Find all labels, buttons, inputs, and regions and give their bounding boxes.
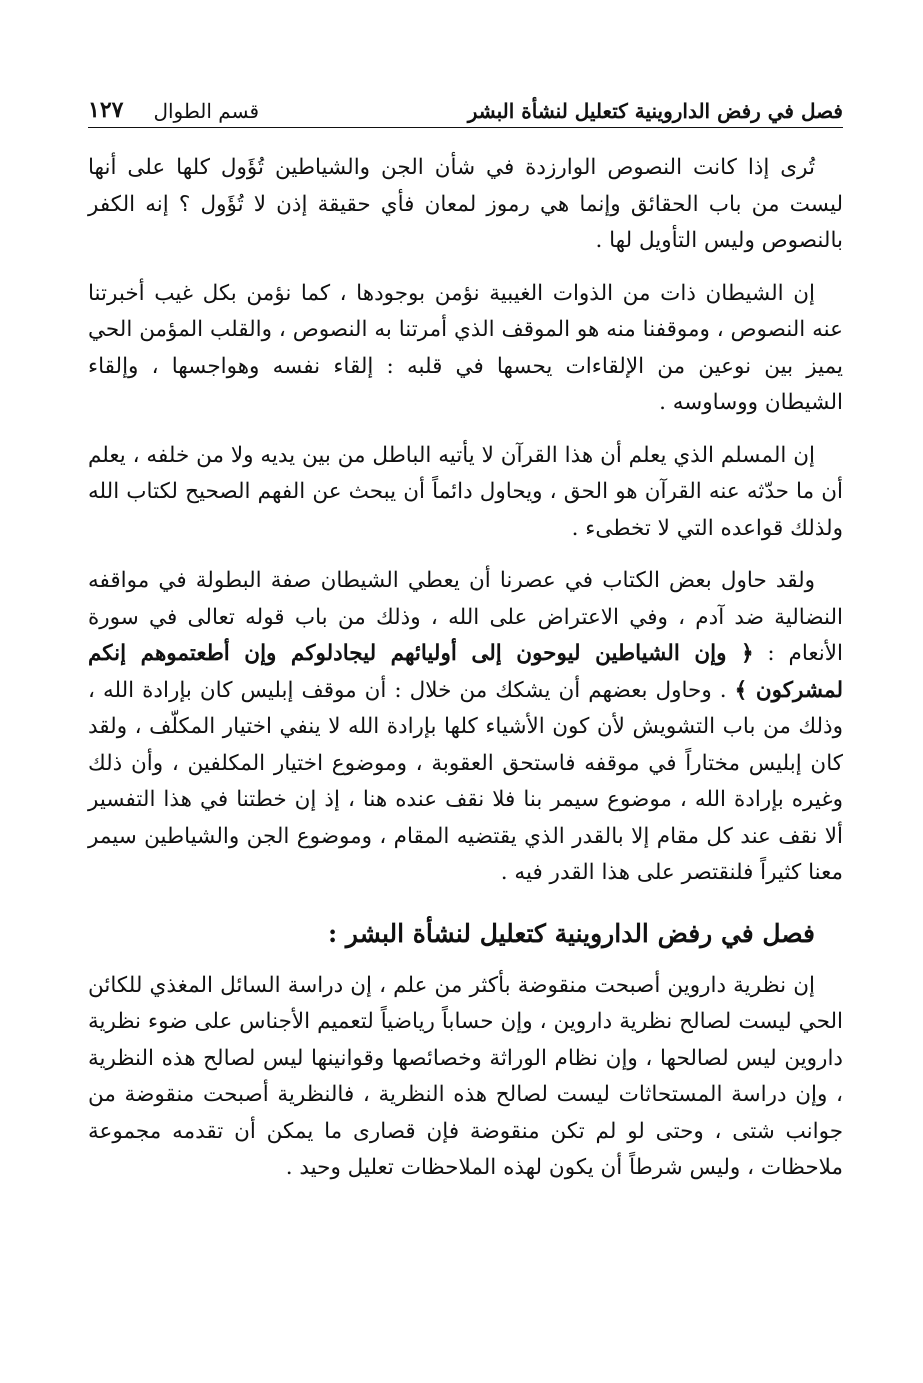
paragraph-3: إن المسلم الذي يعلم أن هذا القرآن لا يأتيه الباطل من بين يديه ولا من خلفه ، يعلم أن ما حدّثه عنه القرآن هو الحق ، ويحاول دائماً أن يبحث عن الفهم الصحيح لكتاب الله ولذلك قواعده التي لا تخطىء . bbox=[88, 442, 843, 541]
section-heading: فصل في رفض الداروينية كتعليل لنشأة البشر : bbox=[327, 918, 815, 948]
paragraph-2: إن الشيطان ذات من الذوات الغيبية نؤمن بوجودها ، كما نؤمن بكل غيب أخبرتنا عنه النصوص ، وموقفنا منه هو الموقف الذي أمرتنا به النصوص ، والقلب المؤمن الحي يميز بين نوعين من الإلقاءات يحسها في قلبه : إلقاء نفسه وهواجسها ، وإلقاء الشيطان ووساوسه . bbox=[88, 280, 843, 415]
section-paragraph: إن نظرية داروين أصبحت منقوضة بأكثر من علم ، إن دراسة السائل المغذي للكائن الحي ليست لصالح نظرية داروين ، وإن حساباً رياضياً لتعميم الأجناس على ضوء نظرية داروين ليس لصالحها ، وإن نظام الوراثة وخصائصها وقوانينها ليس لصالح هذه النظرية ، وإن دراسة المستحاثات ليست لصالح هذه النظرية ، فالنظرية أصبحت منقوضة من جوانب شتى ، وحتى لو لم تكن منقوضة فإن قصارى ما يمكن أن تقدمه مجموعة ملاحظات ، وليس شرطاً أن يكون لهذه الملاحظات تعليل وحيد . bbox=[88, 972, 843, 1180]
page-number: ١٢٧ bbox=[88, 97, 124, 123]
paragraph-1: تُرى إذا كانت النصوص الوارزدة في شأن الجن والشياطين تُؤَول كلها على أنها ليست من باب الحقائق وإنما هي رموز لمعان فأي حقيقة إذن لا تُؤَول ؟ إنه الكفر بالنصوص وليس التأويل لها . bbox=[88, 155, 843, 253]
body-text bbox=[88, 150, 843, 1187]
quran-quote: ﴿ وإن الشياطين ليوحون إلى أوليائهم ليجادلوكم وإن أطعتموهم إنكم لمشركون ﴾ bbox=[88, 641, 843, 703]
running-header-left bbox=[88, 97, 259, 123]
section-name: قسم الطوال bbox=[153, 99, 259, 123]
running-title: فصل في رفض الداروينية كتعليل لنشأة البشر bbox=[467, 99, 843, 123]
paragraph-4-rest: . وحاول بعضهم أن يشكك من خلال : أن موقف إبليس كان بإرادة الله ، وذلك من باب التشويش لأن كون الأشياء كلها بإرادة الله لا ينفي اختيار المكلّف ، ولقد كان إبليس مختاراً في موقفه فاستحق العقوبة ، وموضوع اختيار المكلفين ، وأن ذلك وغيره بإرادة الله ، موضوع سيمر بنا فلا نقف عنده هنا ، إذ إن خطتنا في هذا التفسير ألا نقف عند كل مقام إلا بالقدر الذي يقتضيه المقام ، وموضوع الجن والشياطين سيمر معنا كثيراً فلنقتصر على هذا القدر فيه . bbox=[88, 677, 843, 885]
paragraph-4-intro: ولقد حاول بعض الكتاب في عصرنا أن يعطي الشيطان صفة البطولة في مواقفه النضالية ضد آدم ، وفي الاعتراض على الله ، وذلك من باب قوله تعالى في سورة الأنعام : bbox=[88, 568, 843, 666]
running-header bbox=[88, 88, 843, 128]
paragraph-4 bbox=[88, 563, 843, 892]
